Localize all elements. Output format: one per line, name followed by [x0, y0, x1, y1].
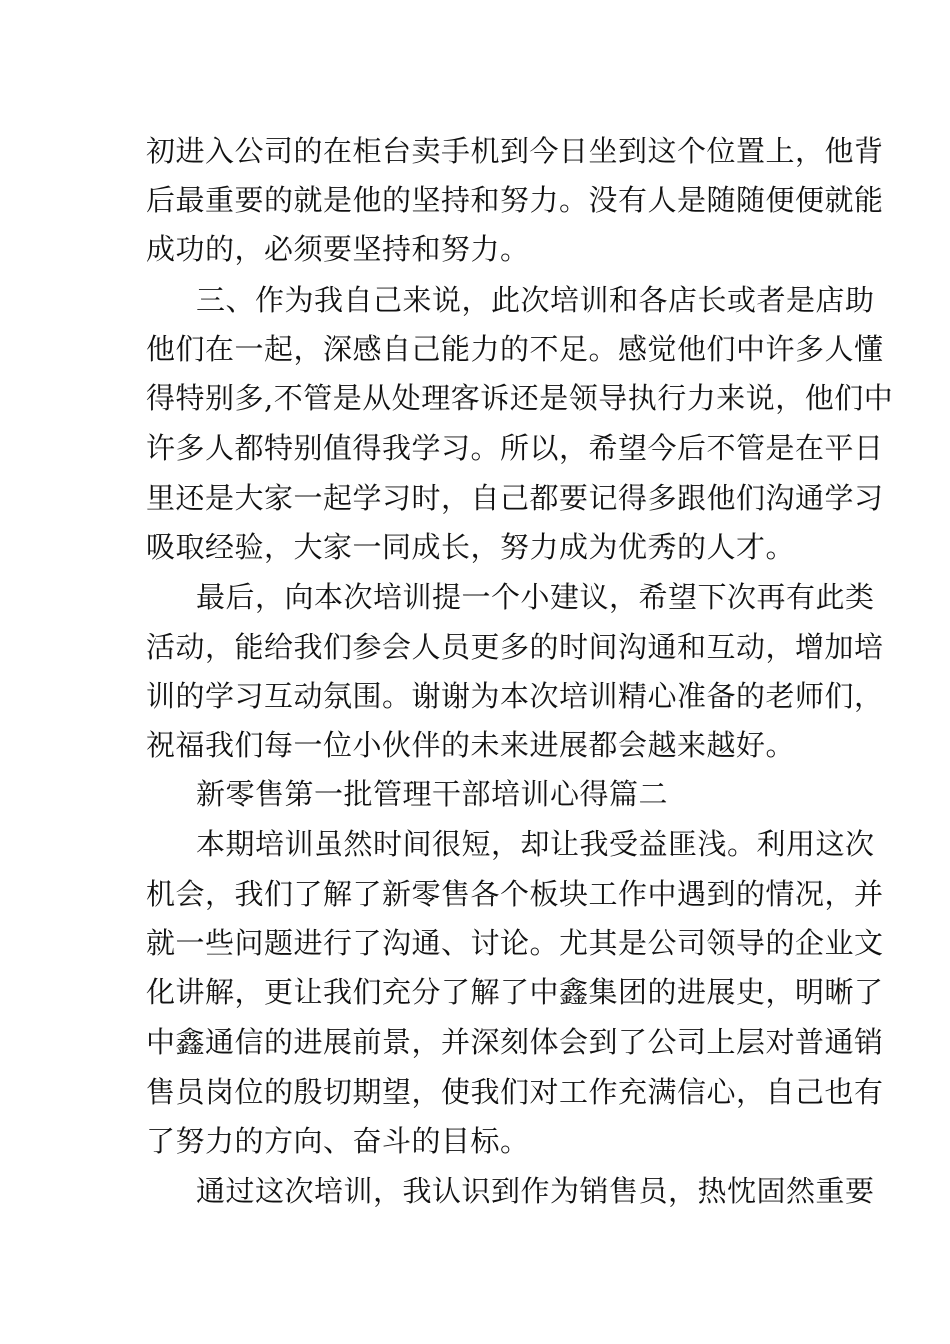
paragraph-first-line: 最后，向本次培训提一个小建议，希望下次再有此类: [196, 580, 875, 614]
text-line: 成功的，必须要坚持和努力。: [146, 232, 530, 266]
text-line: 吸取经验，大家一同成长，努力成为优秀的人才。: [146, 530, 796, 564]
text-line: 活动，能给我们参会人员更多的时间沟通和互动，增加培: [146, 630, 884, 664]
text-line: 祝福我们每一位小伙伴的未来进展都会越来越好。: [146, 728, 796, 762]
text-line: 他们在一起，深感自己能力的不足。感觉他们中许多人懂: [146, 332, 884, 366]
text-line: 售员岗位的殷切期望，使我们对工作充满信心，自己也有: [146, 1075, 884, 1109]
text-line: 里还是大家一起学习时，自己都要记得多跟他们沟通学习: [146, 481, 884, 515]
text-line: 得特别多,不管是从处理客诉还是领导执行力来说，他们中: [146, 381, 894, 415]
paragraph-first-line: 通过这次培训，我认识到作为销售员，热忱固然重要: [196, 1174, 875, 1208]
text-line: 中鑫通信的进展前景，并深刻体会到了公司上层对普通销: [146, 1025, 884, 1059]
text-line: 了努力的方向、奋斗的目标。: [146, 1124, 530, 1158]
paragraph-first-line: 三、作为我自己来说，此次培训和各店长或者是店助: [196, 283, 875, 317]
text-line: 机会，我们了解了新零售各个板块工作中遇到的情况，并: [146, 877, 884, 911]
text-line: 许多人都特别值得我学习。所以，希望今后不管是在平日: [146, 431, 884, 465]
text-line: 训的学习互动氛围。谢谢为本次培训精心准备的老师们，: [146, 679, 884, 713]
text-line: 化讲解，更让我们充分了解了中鑫集团的进展史，明晰了: [146, 975, 884, 1009]
text-line: 初进入公司的在柜台卖手机到今日坐到这个位置上，他背: [146, 134, 884, 168]
section-heading: 新零售第一批管理干部培训心得篇二: [196, 777, 669, 811]
text-line: 后最重要的就是他的坚持和努力。没有人是随随便便就能: [146, 183, 884, 217]
paragraph-first-line: 本期培训虽然时间很短，却让我受益匪浅。利用这次: [196, 827, 875, 861]
text-line: 就一些问题进行了沟通、讨论。尤其是公司领导的企业文: [146, 926, 884, 960]
